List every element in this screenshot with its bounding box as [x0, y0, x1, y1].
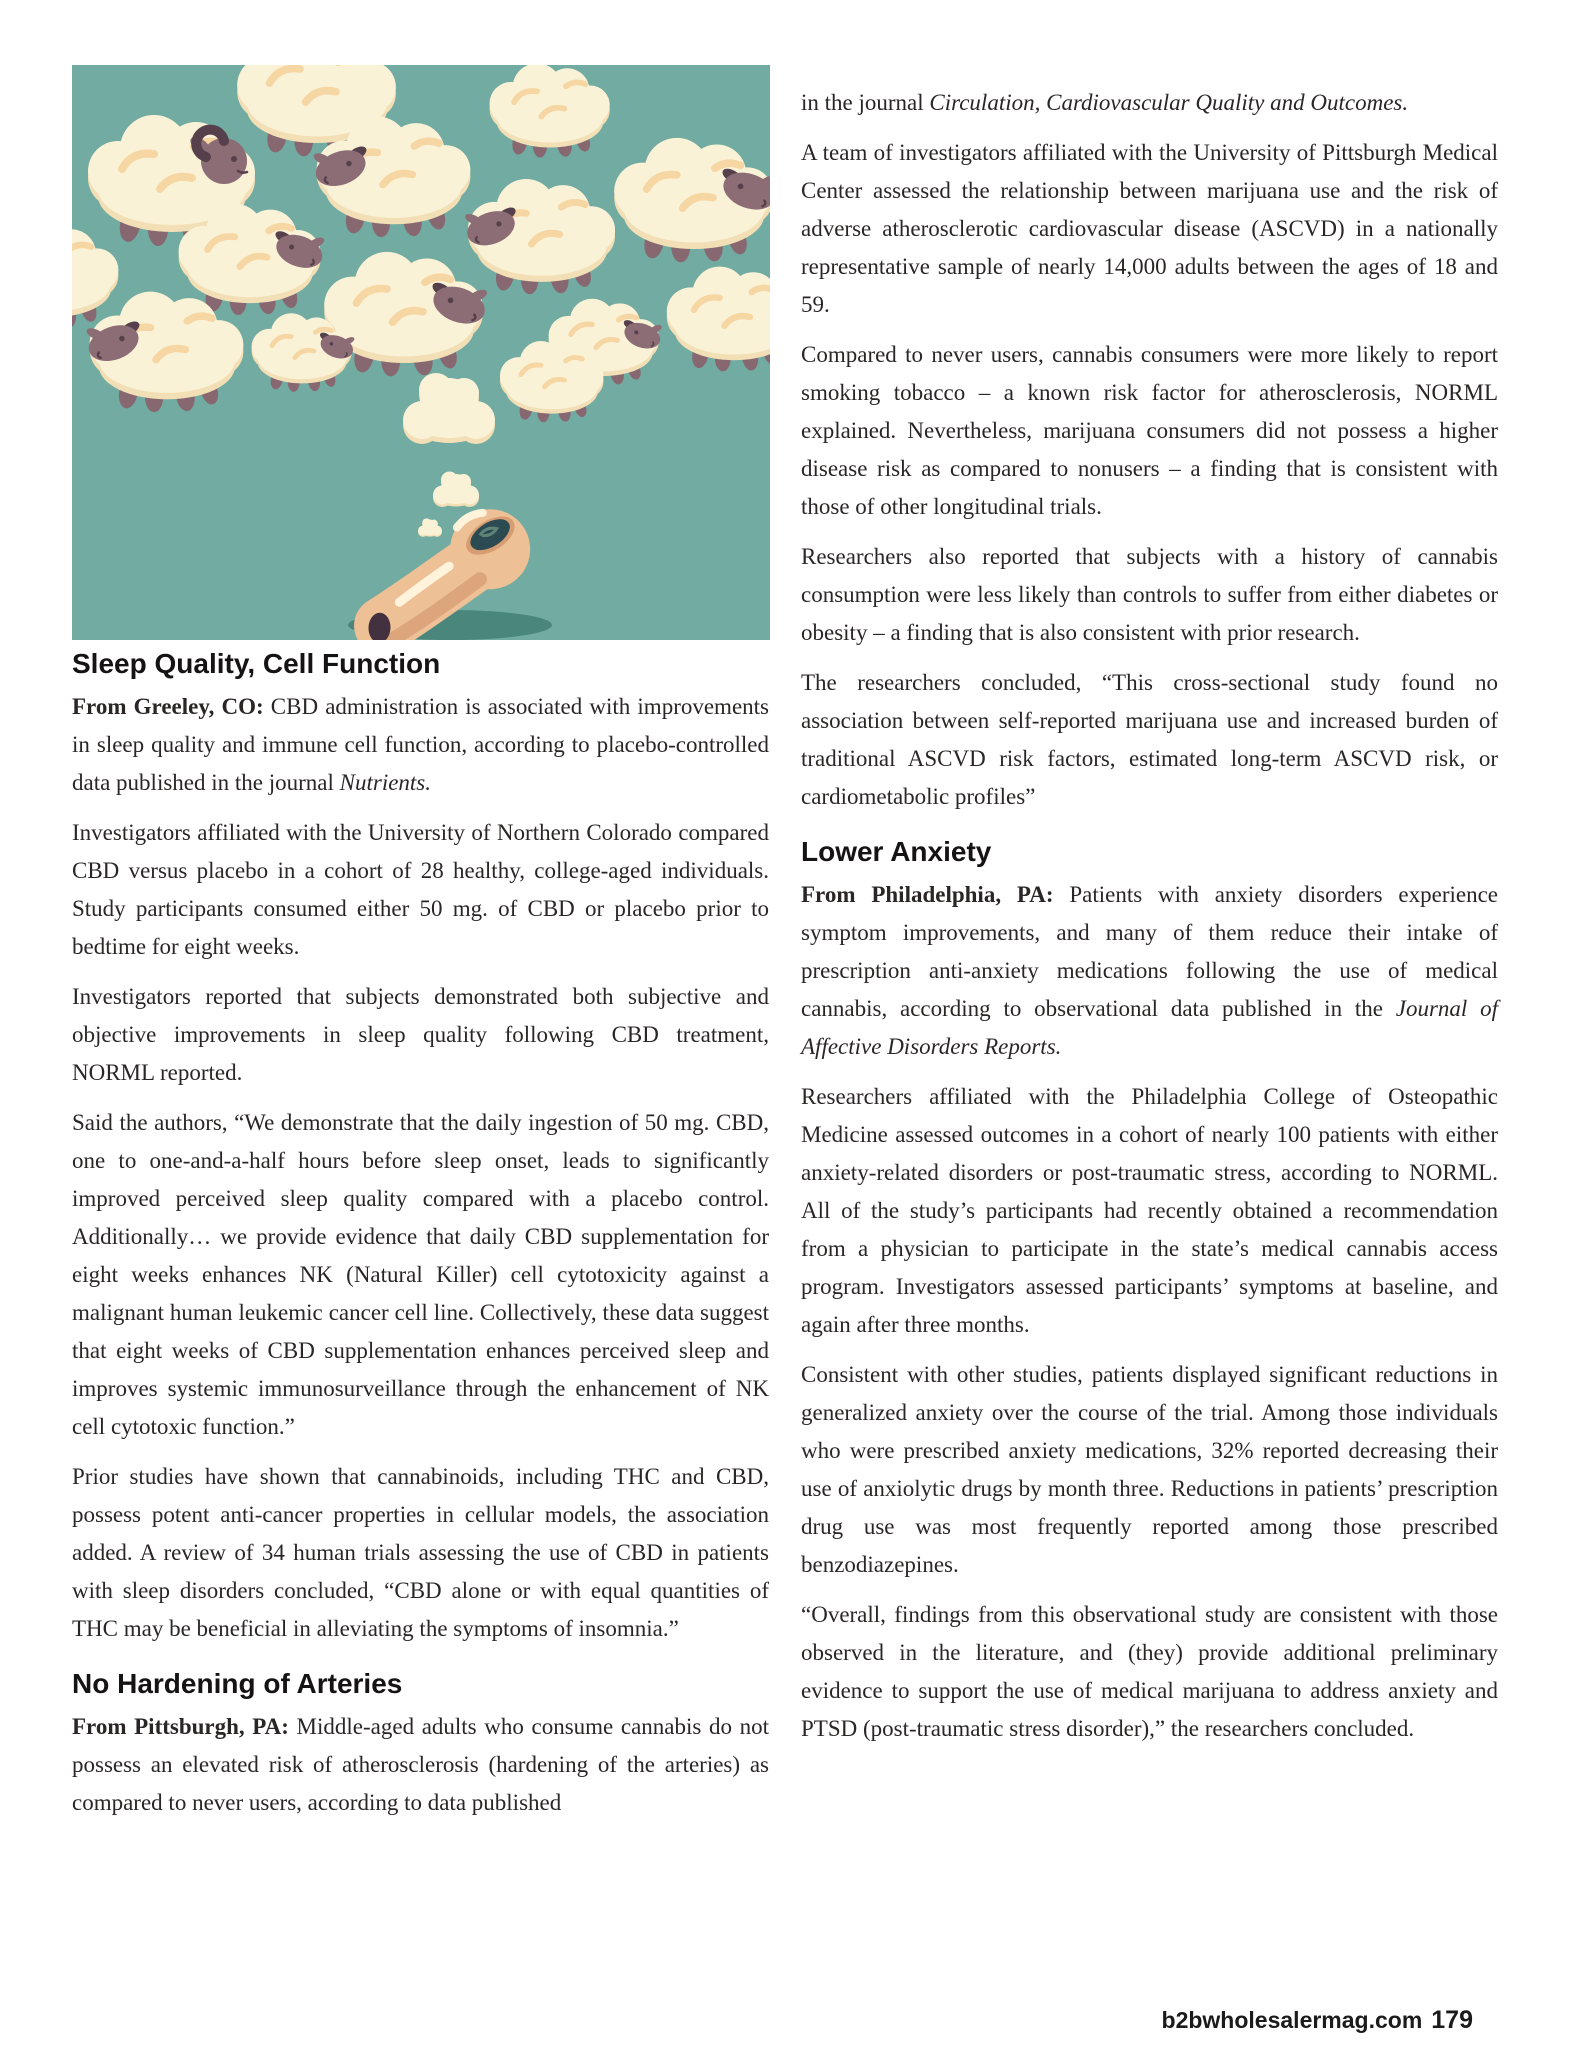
- text-run-bold: From Philadelphia, PA:: [801, 882, 1054, 907]
- footer-page-number: 179: [1431, 2006, 1473, 2034]
- text-run: Compared to never users, cannabis consumers were more likely to report smoking tobacco – a known risk factor for atherosclerosis, NORML explained. Nevertheless, marijuana consumers did not possess a higher disease risk as compared to nonusers – a finding that is consistent with those of other longitudinal trials.: [801, 342, 1498, 519]
- text-run-italic: Nutrients.: [339, 770, 432, 795]
- paragraph: [801, 1078, 1498, 1344]
- text-run: Prior studies have shown that cannabinoids, including THC and CBD, possess potent anti-cancer properties in cellular models, the association added. A review of 34 human trials assessing the use of CBD in patients with sleep disorders concluded, “CBD alone or with equal quantities of THC may be beneficial in alleviating the symptoms of insomnia.”: [72, 1464, 769, 1641]
- paragraph: [801, 1356, 1498, 1584]
- paragraph: [72, 978, 769, 1092]
- paragraph: [801, 538, 1498, 652]
- text-run: A team of investigators affiliated with the University of Pittsburgh Medical Center assessed the relationship between marijuana use and the risk of adverse atherosclerotic cardiovascular disease (ASCVD) in a nationally representative sample of nearly 14,000 adults between the ages of 18 and 59.: [801, 140, 1498, 317]
- text-run: Researchers affiliated with the Philadelphia College of Osteopathic Medicine assessed outcomes in a cohort of nearly 100 patients with either anxiety-related disorders or post-traumatic stress, according to NORML. All of the study’s participants had recently obtained a recommendation from a physician to participate in the state’s medical cannabis access program. Investigators assessed participants’ symptoms at baseline, and again after three months.: [801, 1084, 1498, 1337]
- paragraph: [801, 336, 1498, 526]
- section-heading: Lower Anxiety: [801, 836, 992, 867]
- paragraph: [72, 814, 769, 966]
- text-run: Middle-aged adults who consume cannabis do not possess an elevated risk of atherosclerosis (hardening of the arteries) as compared to never users, according to data published: [72, 1714, 770, 1815]
- text-run: Consistent with other studies, patients displayed significant reductions in generalized anxiety over the course of the trial. Among those individuals who were prescribed anxiety medications, 32% reported decreasing their use of anxiolytic drugs by month three. Reductions in patients’ prescription drug use was most frequently reported among those prescribed benzodiazepines.: [801, 1362, 1498, 1577]
- text-run: The researchers concluded, “This cross-sectional study found no association between self-reported marijuana use and increased burden of traditional ASCVD risk factors, estimated long-term ASCVD risk, or cardiometabolic profiles”: [801, 670, 1498, 809]
- footer-site-url: b2bwholesalermag.com: [1161, 2007, 1423, 2033]
- text-run: Investigators affiliated with the University of Northern Colorado compared CBD versus placebo in a cohort of 28 healthy, college-aged individuals. Study participants consumed either 50 mg. of CBD or placebo prior to bedtime for eight weeks.: [72, 820, 769, 959]
- paragraph: [72, 1104, 769, 1446]
- sheep-clouds-illustration: [72, 65, 770, 640]
- text-run: Investigators reported that subjects demonstrated both subjective and objective improvements in sleep quality following CBD treatment, NORML reported.: [72, 984, 769, 1085]
- text-run: Patients with anxiety disorders experience symptom improvements, and many of them reduce their intake of prescription anti-anxiety medications following the use of medical cannabis, according to observational data published in the: [801, 882, 1498, 1021]
- text-run: Said the authors, “We demonstrate that the daily ingestion of 50 mg. CBD, one to one-and-a-half hours before sleep onset, leads to significantly improved perceived sleep quality compared with a placebo control. Additionally… we provide evidence that daily CBD supplementation for eight weeks enhances NK (Natural Killer) cell cytotoxicity against a malignant human leukemic cancer cell line. Collectively, these data suggest that eight weeks of CBD supplementation enhances perceived sleep and improves systemic immunosurveillance through the enhancement of NK cell cytotoxic function.”: [72, 1110, 769, 1439]
- text-run-bold: From Pittsburgh, PA:: [72, 1714, 289, 1739]
- paragraph: [801, 664, 1498, 816]
- paragraph: [801, 84, 1498, 122]
- paragraph: [801, 1596, 1498, 1748]
- section-heading: Sleep Quality, Cell Function: [72, 648, 441, 679]
- text-run: “Overall, findings from this observational study are consistent with those observed in the literature, and (they) provide additional preliminary evidence to support the use of medical marijuana to address anxiety and PTSD (post-traumatic stress disorder),” the researchers concluded.: [801, 1602, 1498, 1741]
- paragraph: [72, 1458, 769, 1648]
- text-run: Researchers also reported that subjects with a history of cannabis consumption were less likely than controls to suffer from either diabetes or obesity – a finding that is also consistent with prior research.: [801, 544, 1498, 645]
- text-run: in the journal: [801, 90, 930, 115]
- page-footer: [1162, 2006, 1473, 2035]
- paragraph: [72, 1708, 769, 1822]
- text-run-italic: Journal of Affective Disorders Reports.: [801, 996, 1498, 1059]
- paragraph: [801, 134, 1498, 324]
- text-run-italic: Circulation, Cardiovascular Quality and Outcomes.: [929, 90, 1409, 115]
- text-run-bold: From Greeley, CO:: [72, 694, 264, 719]
- paragraph: [72, 688, 769, 802]
- text-run: CBD administration is associated with improvements in sleep quality and immune cell function, according to placebo-controlled data published in the journal: [72, 694, 770, 795]
- article-illustration: [72, 65, 770, 640]
- paragraph: [801, 876, 1498, 1066]
- right-column: [801, 84, 1498, 1760]
- section-heading: No Hardening of Arteries: [72, 1668, 403, 1699]
- left-column: [72, 648, 769, 1834]
